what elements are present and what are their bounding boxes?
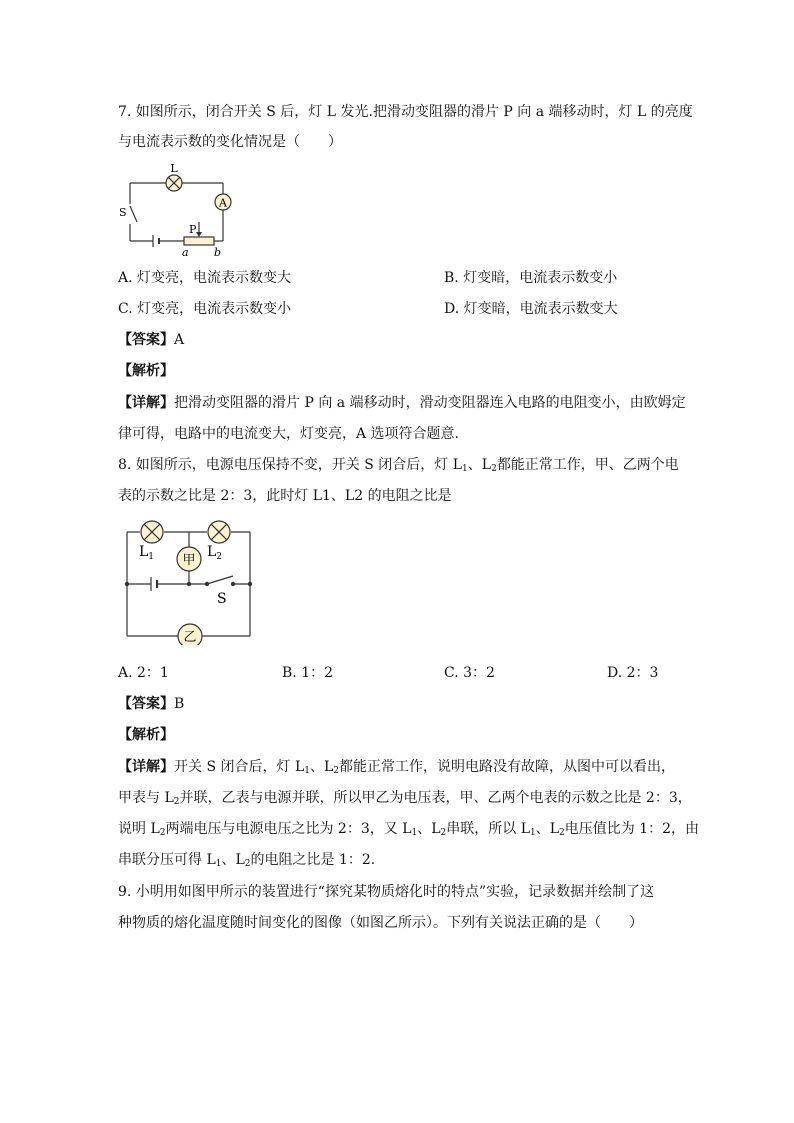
q8-d2-a: 甲表与 L bbox=[118, 790, 174, 806]
q8-answer-value: B bbox=[174, 696, 185, 712]
q8-stem1-b: 、L bbox=[467, 457, 492, 473]
q8-d4-b: 、L bbox=[221, 852, 245, 868]
q7-end-b-label: b bbox=[214, 246, 222, 259]
q8-d4-sub1: 1 bbox=[215, 859, 222, 869]
q8-detail-line2 bbox=[118, 788, 692, 812]
q8-stem1-c: 都能正常工作，甲、乙两个电 bbox=[496, 457, 679, 473]
q7-lamp-label: L bbox=[170, 162, 178, 175]
q7-option-c: C. 灯变亮，电流表示数变小 bbox=[118, 301, 292, 317]
q8-stem1-sub1: 1 bbox=[462, 464, 468, 474]
q7-detail-line1 bbox=[118, 393, 686, 413]
q8-d3-sub1b: 1 bbox=[530, 828, 536, 838]
q7-answer-tag: 【答案】 bbox=[118, 332, 174, 348]
q8-switch-label: S bbox=[217, 591, 227, 607]
q8-detail-line1 bbox=[118, 757, 675, 781]
q8-d3-c: 、L bbox=[417, 821, 441, 837]
q8-d4-a: 串联分压可得 L bbox=[118, 852, 216, 868]
q7-switch-label: S bbox=[119, 206, 127, 219]
q8-d3-d: 串联，所以 L bbox=[446, 821, 531, 837]
q8-d4-sub2: 2 bbox=[244, 859, 251, 869]
q8-d3-f: 电压值比为 1：2，由 bbox=[564, 821, 700, 837]
q8-stem-line1 bbox=[118, 455, 679, 479]
q8-option-c: C. 3：2 bbox=[444, 665, 495, 681]
q9-stem-line2: 种物质的熔化温度随时间变化的图像（如图乙所示）。下列有关说法正确的是（ ） bbox=[118, 915, 643, 931]
q7-stem-line1: 7. 如图所示，闭合开关 S 后，灯 L 发光.把滑动变阻器的滑片 P 向 a 端移动时，灯 L 的亮度 bbox=[118, 104, 693, 120]
q8-d1-sub1: 1 bbox=[304, 766, 310, 776]
q8-d2-b: 并联，乙表与电源并联，所以甲乙为电压表，甲、乙两个电表的示数之比是 2：3， bbox=[179, 790, 692, 806]
q7-option-b: B. 灯变暗，电流表示数变小 bbox=[444, 270, 618, 286]
q8-option-d: D. 2：3 bbox=[607, 665, 659, 681]
q8-meter-jia-label: 甲 bbox=[182, 553, 196, 568]
q7-end-a-label: a bbox=[182, 246, 189, 259]
q7-circuit-diagram bbox=[115, 160, 245, 260]
q8-d1-b: 、L bbox=[309, 759, 334, 775]
q8-d1-a: 开关 S 闭合后，灯 L bbox=[174, 759, 305, 775]
q7-detail-tag: 【详解】 bbox=[118, 395, 174, 411]
q7-detail-line2: 律可得，电路中的电流变大，灯变亮，A 选项符合题意. bbox=[118, 426, 460, 442]
q7-option-a: A. 灯变亮，电流表示数变大 bbox=[118, 270, 292, 286]
q8-d3-b: 两端电压与电源电压之比为 2：3，又 L bbox=[165, 821, 412, 837]
q8-d3-sub1a: 1 bbox=[411, 828, 418, 838]
q8-lamp2-label: $L_2$ bbox=[207, 544, 223, 562]
q8-d4-c: 的电阻之比是 1：2. bbox=[250, 852, 376, 868]
q7-option-d: D. 灯变暗，电流表示数变大 bbox=[444, 301, 618, 317]
q8-d3-sub2b: 2 bbox=[440, 828, 447, 838]
q8-lamp1-label: $L_1$ bbox=[139, 544, 155, 562]
q7-lamp-icon bbox=[166, 175, 182, 191]
q8-stem1-sub2: 2 bbox=[491, 464, 497, 474]
q8-answer bbox=[118, 694, 184, 714]
q8-option-b: B. 1：2 bbox=[282, 665, 334, 681]
q8-option-a: A. 2：1 bbox=[118, 665, 169, 681]
q8-detail-line3 bbox=[118, 819, 699, 843]
q8-d3-e: 、L bbox=[535, 821, 560, 837]
q7-answer-value: A bbox=[174, 332, 185, 348]
q8-stem-line2: 表的示数之比是 2：3，此时灯 L1、L2 的电阻之比是 bbox=[118, 488, 452, 504]
q8-d3-sub2a: 2 bbox=[159, 828, 166, 838]
q8-detail-tag: 【详解】 bbox=[118, 759, 174, 775]
q8-d3-sub2c: 2 bbox=[559, 828, 565, 838]
q8-circuit-diagram bbox=[115, 515, 260, 645]
q7-analysis-tag: 【解析】 bbox=[118, 363, 174, 379]
q8-meter-yi-label: 乙 bbox=[183, 630, 197, 645]
q8-detail-line4 bbox=[118, 850, 375, 874]
q8-answer-tag: 【答案】 bbox=[118, 696, 174, 712]
q8-lamp1-icon bbox=[141, 521, 163, 543]
q7-detail-text1: 把滑动变阻器的滑片 P 向 a 端移动时，滑动变阻器连入电路的电阻变小，由欧姆定 bbox=[174, 395, 686, 411]
q8-d1-c: 都能正常工作，说明电路没有故障，从图中可以看出， bbox=[339, 759, 676, 775]
q7-ammeter-label: A bbox=[219, 196, 227, 210]
q8-d3-a: 说明 L bbox=[118, 821, 160, 837]
q8-stem1-a: 8. 如图所示，电源电压保持不变，开关 S 闭合后，灯 L bbox=[118, 457, 463, 473]
q8-d1-sub2: 2 bbox=[333, 766, 340, 776]
q8-lamp2-icon bbox=[208, 521, 230, 543]
q7-stem-line2: 与电流表示数的变化情况是（ ） bbox=[118, 134, 342, 150]
q7-slider-label: P bbox=[189, 223, 197, 236]
q7-rheostat-icon bbox=[184, 237, 214, 245]
q8-analysis-tag: 【解析】 bbox=[118, 727, 174, 743]
q9-stem-line1: 9. 小明用如图甲所示的装置进行“探究某物质熔化时的特点”实验，记录数据并绘制了这 bbox=[118, 884, 655, 900]
q8-d2-sub2: 2 bbox=[173, 797, 180, 807]
q7-answer bbox=[118, 330, 184, 350]
